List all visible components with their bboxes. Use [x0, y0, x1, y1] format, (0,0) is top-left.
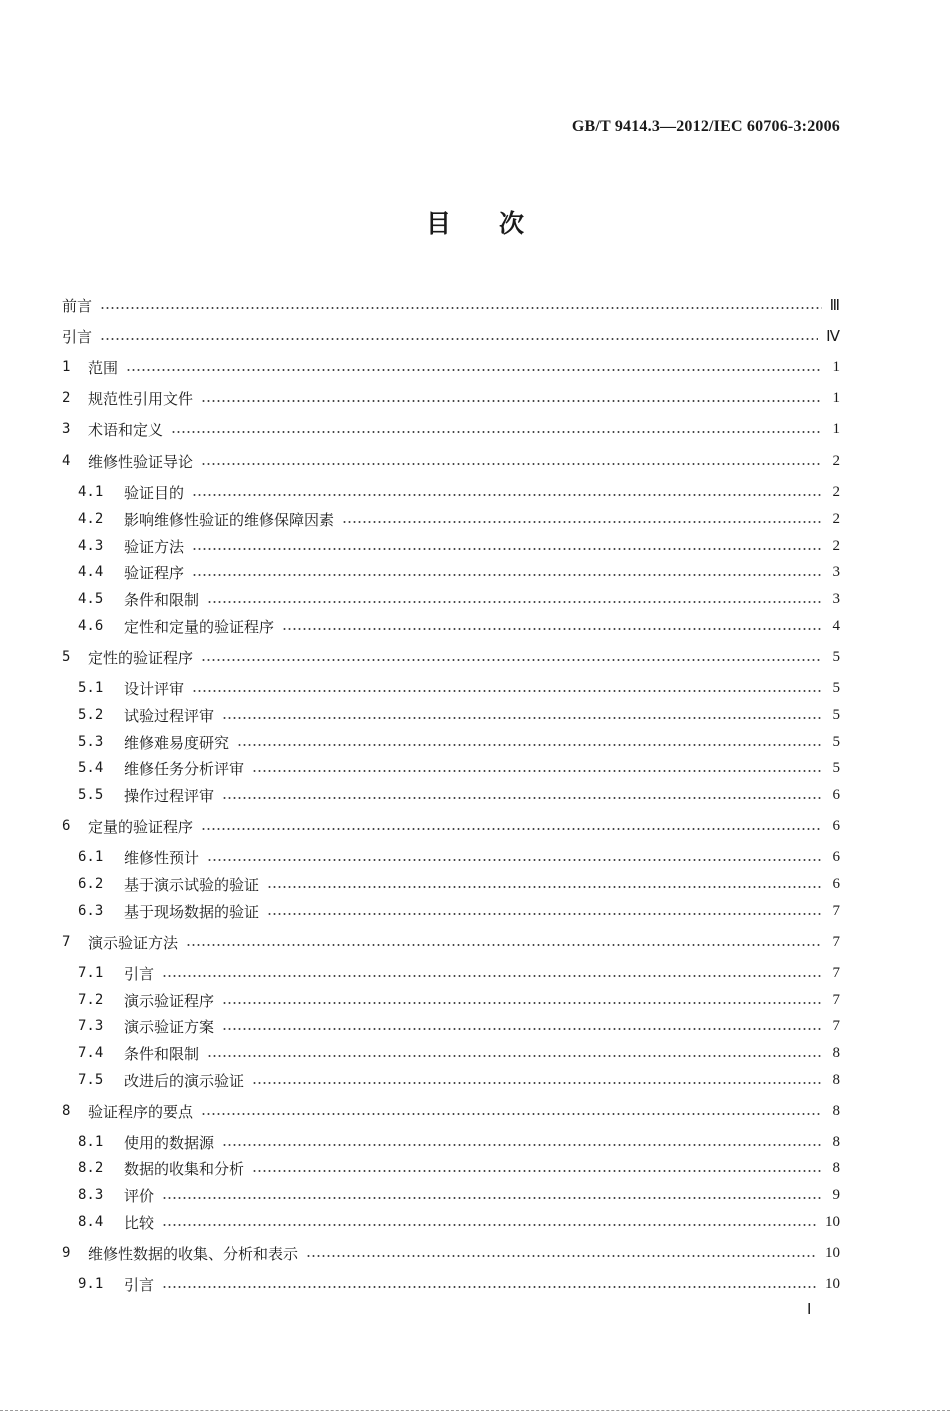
toc-entry-page: 8	[832, 1044, 840, 1061]
toc-entry[interactable]	[0, 846, 950, 868]
dot-leader	[267, 913, 822, 915]
toc-entry-label: 演示验证方案	[124, 1017, 215, 1036]
toc-entry[interactable]	[0, 1015, 950, 1037]
dot-leader	[100, 338, 818, 340]
toc-entry-label: 影响维修性验证的维修保障因素	[124, 510, 335, 529]
toc-entry[interactable]	[0, 325, 950, 347]
toc-entry[interactable]	[0, 1242, 950, 1264]
dot-leader	[252, 770, 822, 772]
dot-leader	[162, 1197, 822, 1199]
toc-entry-body	[88, 1243, 840, 1264]
toc-entry-page: 6	[832, 817, 840, 834]
dot-leader	[222, 1144, 822, 1146]
toc-entry-body	[124, 509, 840, 530]
toc-entry-label: 维修性验证导论	[88, 452, 194, 471]
dot-leader	[201, 828, 822, 830]
toc-entry-label: 维修性数据的收集、分析和表示	[88, 1244, 299, 1263]
toc-entry-body	[88, 419, 840, 440]
page-title: 目次	[425, 209, 572, 238]
toc-entry-page: 1	[832, 420, 840, 437]
toc-entry-label: 试验过程评审	[124, 706, 215, 725]
dot-leader	[126, 369, 822, 371]
dot-leader	[100, 307, 822, 309]
toc-entry-number: 7.4	[78, 1045, 104, 1061]
toc-entry-number: 7.5	[78, 1072, 104, 1088]
toc-entry[interactable]	[0, 962, 950, 984]
dot-leader	[207, 601, 822, 603]
toc-entry-page: 2	[832, 483, 840, 500]
dot-leader	[192, 494, 822, 496]
toc-entry-page: 7	[832, 964, 840, 981]
toc-entry-label: 改进后的演示验证	[124, 1071, 245, 1090]
toc-entry-label: 验证程序的要点	[88, 1102, 194, 1121]
toc-entry-label: 评价	[124, 1186, 155, 1205]
page-number: Ⅰ	[807, 1302, 812, 1318]
dot-leader	[201, 659, 822, 661]
toc-entry-number: 4.2	[78, 511, 104, 527]
toc-entry-number: 7	[62, 934, 71, 950]
toc-entry[interactable]	[0, 677, 950, 699]
standard-id-header: GB/T 9414.3—2012/IEC 60706-3:2006	[571, 118, 840, 135]
dot-leader	[207, 859, 822, 861]
toc-entry[interactable]	[0, 615, 950, 637]
toc-entry-number: 6.2	[78, 876, 104, 892]
toc-entry[interactable]	[0, 646, 950, 668]
toc-entry-page: 2	[832, 452, 840, 469]
toc-entry-body	[124, 536, 840, 557]
toc-entry-body	[88, 451, 840, 472]
toc-entry-label: 定性的验证程序	[88, 648, 194, 667]
dot-leader	[267, 886, 822, 888]
toc-entry-number: 4.4	[78, 564, 104, 580]
toc-entry-label: 术语和定义	[88, 420, 164, 439]
toc-entry-number: 8.4	[78, 1214, 104, 1230]
toc-entry[interactable]	[0, 1131, 950, 1153]
toc-entry-page: 7	[832, 933, 840, 950]
toc-entry-label: 验证目的	[124, 483, 185, 502]
toc-entry-number: 8.2	[78, 1160, 104, 1176]
toc-entry-page: 5	[832, 733, 840, 750]
toc-entry-body	[88, 1101, 840, 1122]
toc-entry[interactable]	[0, 873, 950, 895]
toc-entry-number: 5	[62, 649, 71, 665]
toc-entry-number: 7.1	[78, 965, 104, 981]
toc-entry-page: 9	[832, 1186, 840, 1203]
toc-entry-label: 范围	[88, 358, 119, 377]
dot-leader	[192, 548, 822, 550]
toc-entry-body	[124, 758, 840, 779]
dot-leader	[186, 944, 822, 946]
toc-entry-page: 7	[832, 1017, 840, 1034]
toc-entry[interactable]	[0, 481, 950, 503]
toc-entry-body	[124, 1212, 840, 1233]
toc-entry-page: 10	[825, 1213, 840, 1230]
toc-entry-label: 演示验证程序	[124, 991, 215, 1010]
toc-entry-number: 7.3	[78, 1018, 104, 1034]
toc-entry[interactable]	[0, 450, 950, 472]
dot-leader	[162, 1286, 817, 1288]
toc-entry-page: Ⅲ	[829, 297, 840, 314]
toc-entry-label: 条件和限制	[124, 1044, 200, 1063]
toc-entry-number: 5.4	[78, 760, 104, 776]
dot-leader	[201, 1113, 822, 1115]
toc-entry-number: 5.1	[78, 680, 104, 696]
toc-entry-body	[124, 785, 840, 806]
toc-entry-body	[124, 1016, 840, 1037]
dot-leader	[162, 975, 822, 977]
dot-leader	[192, 574, 822, 576]
toc-entry-page: 7	[832, 902, 840, 919]
toc-entry[interactable]	[0, 1184, 950, 1206]
toc-entry[interactable]	[0, 356, 950, 378]
toc-entry-page: 3	[832, 590, 840, 607]
toc-entry-body	[88, 816, 840, 837]
toc-entry-label: 条件和限制	[124, 590, 200, 609]
toc-entry-number: 9.1	[78, 1276, 104, 1292]
toc-entry-number: 6.1	[78, 849, 104, 865]
toc-entry-number: 6.3	[78, 903, 104, 919]
toc-entry-page: 2	[832, 537, 840, 554]
toc-entry-label: 引言	[62, 327, 93, 346]
toc-entry-page: 6	[832, 848, 840, 865]
toc-entry-page: 10	[825, 1275, 840, 1292]
toc-entry-label: 基于演示试验的验证	[124, 875, 260, 894]
dot-leader	[222, 797, 822, 799]
toc-entry-body	[62, 295, 840, 316]
toc-entry-label: 维修性预计	[124, 848, 200, 867]
toc-entry-body	[124, 990, 840, 1011]
toc-entry-page: 8	[832, 1071, 840, 1088]
toc-entry-label: 比较	[124, 1213, 155, 1232]
toc-entry[interactable]	[0, 731, 950, 753]
toc-entry-body	[124, 1070, 840, 1091]
toc-entry-number: 8	[62, 1103, 71, 1119]
toc-entry-body	[88, 357, 840, 378]
dot-leader	[207, 1055, 822, 1057]
toc-entry-body	[124, 1158, 840, 1179]
toc-entry-body	[124, 874, 840, 895]
toc-entry-label: 验证程序	[124, 563, 185, 582]
dot-leader	[192, 690, 822, 692]
toc-entry-page: 10	[825, 1244, 840, 1261]
toc-entry[interactable]	[0, 1069, 950, 1091]
toc-entry-label: 引言	[124, 964, 155, 983]
toc-entry-page: 5	[832, 648, 840, 665]
toc-entry-label: 演示验证方法	[88, 933, 179, 952]
toc-entry[interactable]	[0, 1157, 950, 1179]
toc-entry[interactable]	[0, 294, 950, 316]
bottom-rule	[0, 1410, 950, 1412]
toc-entry-label: 引言	[124, 1275, 155, 1294]
toc-entry[interactable]	[0, 757, 950, 779]
toc-entry[interactable]	[0, 1273, 950, 1295]
toc-entry-number: 8.1	[78, 1134, 104, 1150]
toc-entry-label: 维修任务分析评审	[124, 759, 245, 778]
dot-leader	[282, 628, 822, 630]
toc-entry[interactable]	[0, 931, 950, 953]
toc-entry-body	[124, 616, 840, 637]
toc-entry-page: 8	[832, 1159, 840, 1176]
toc-entry-number: 4.5	[78, 591, 104, 607]
dot-leader	[342, 521, 822, 523]
toc-entry-number: 3	[62, 421, 71, 437]
toc-entry-number: 7.2	[78, 992, 104, 1008]
toc-entry-body	[124, 589, 840, 610]
toc-entry-label: 数据的收集和分析	[124, 1159, 245, 1178]
toc-entry-body	[124, 847, 840, 868]
toc-entry-page: 5	[832, 706, 840, 723]
toc-entry-number: 1	[62, 359, 71, 375]
toc-entry-page: 8	[832, 1133, 840, 1150]
toc-entry[interactable]	[0, 1100, 950, 1122]
toc-entry-label: 维修难易度研究	[124, 733, 230, 752]
toc-entry-number: 4	[62, 453, 71, 469]
toc-entry-number: 4.6	[78, 618, 104, 634]
toc-entry-body	[124, 901, 840, 922]
toc-entry-label: 定性和定量的验证程序	[124, 617, 275, 636]
toc-entry-label: 验证方法	[124, 537, 185, 556]
toc-entry-label: 使用的数据源	[124, 1133, 215, 1152]
toc-entry-body	[62, 326, 840, 347]
toc-entry-page: 1	[832, 389, 840, 406]
toc-entry[interactable]	[0, 815, 950, 837]
toc-entry-page: 5	[832, 759, 840, 776]
toc-entry-page: 8	[832, 1102, 840, 1119]
toc-entry-body	[124, 732, 840, 753]
toc-entry-body	[124, 1043, 840, 1064]
toc-entry[interactable]	[0, 989, 950, 1011]
toc-entry-label: 设计评审	[124, 679, 185, 698]
toc-entry-label: 操作过程评审	[124, 786, 215, 805]
toc-entry-page: 2	[832, 510, 840, 527]
toc-entry-label: 定量的验证程序	[88, 817, 194, 836]
dot-leader	[201, 400, 822, 402]
toc-entry-page: 3	[832, 563, 840, 580]
toc-entry-label: 规范性引用文件	[88, 389, 194, 408]
dot-leader	[171, 431, 822, 433]
toc-entry-body	[124, 963, 840, 984]
toc-entry-page: 7	[832, 991, 840, 1008]
toc-entry-label: 前言	[62, 296, 93, 315]
toc-entry-body	[88, 647, 840, 668]
toc-entry-page: 5	[832, 679, 840, 696]
toc-entry[interactable]	[0, 588, 950, 610]
toc-entry-number: 5.2	[78, 707, 104, 723]
toc-entry[interactable]	[0, 900, 950, 922]
toc-entry[interactable]	[0, 508, 950, 530]
toc-entry-page: 4	[832, 617, 840, 634]
toc-entry-page: 1	[832, 358, 840, 375]
toc-entry-body	[124, 1185, 840, 1206]
toc-entry-body	[124, 705, 840, 726]
dot-leader	[201, 463, 822, 465]
dot-leader	[222, 1028, 822, 1030]
toc-entry-page: Ⅳ	[826, 328, 840, 345]
toc-entry-body	[88, 388, 840, 409]
dot-leader	[252, 1082, 822, 1084]
toc-entry-body	[124, 1132, 840, 1153]
dot-leader	[306, 1255, 817, 1257]
toc-entry-number: 5.5	[78, 787, 104, 803]
dot-leader	[222, 1002, 822, 1004]
toc-entry-body	[88, 932, 840, 953]
toc-entry-page: 6	[832, 786, 840, 803]
toc-entry[interactable]	[0, 561, 950, 583]
toc-entry[interactable]	[0, 1211, 950, 1233]
toc-entry[interactable]	[0, 535, 950, 557]
toc-entry-label: 基于现场数据的验证	[124, 902, 260, 921]
dot-leader	[237, 744, 822, 746]
toc-entry-body	[124, 1274, 840, 1295]
toc-entry[interactable]	[0, 387, 950, 409]
toc-entry[interactable]	[0, 784, 950, 806]
toc-entry[interactable]	[0, 704, 950, 726]
toc-entry-body	[124, 562, 840, 583]
dot-leader	[222, 717, 822, 719]
toc-entry-number: 8.3	[78, 1187, 104, 1203]
toc-entry-number: 4.1	[78, 484, 104, 500]
toc-entry-page: 6	[832, 875, 840, 892]
toc-entry-number: 2	[62, 390, 71, 406]
toc-entry-number: 4.3	[78, 538, 104, 554]
dot-leader	[162, 1224, 817, 1226]
toc-entry-number: 5.3	[78, 734, 104, 750]
toc-entry-number: 9	[62, 1245, 71, 1261]
toc-entry-number: 6	[62, 818, 71, 834]
toc-entry[interactable]	[0, 418, 950, 440]
toc-entry-body	[124, 678, 840, 699]
dot-leader	[252, 1170, 822, 1172]
toc-entry[interactable]	[0, 1042, 950, 1064]
toc-entry-body	[124, 482, 840, 503]
